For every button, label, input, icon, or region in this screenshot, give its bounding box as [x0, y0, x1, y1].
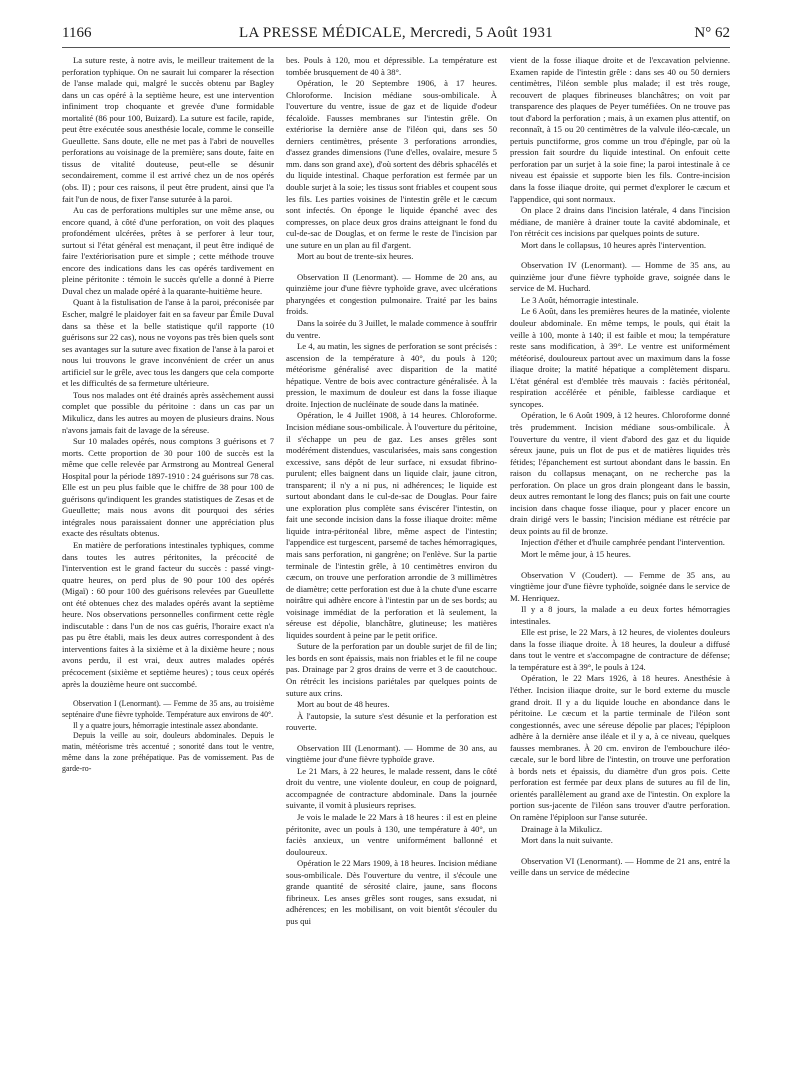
observation-heading: Observation III (Lenormant). — Homme de 30 ans, au vingtième jour d'une fièvre typhoïde grave. — [286, 742, 497, 765]
paragraph: bes. Pouls à 120, mou et dépressible. La température est tombée brusquement de 40 à 38°. — [286, 55, 497, 77]
paragraph: vient de la fosse iliaque droite et de l'excavation pelvienne. Examen rapide de l'intestin grêle : dans ses 40 ou 50 derniers centimètres, l'iléon semble plus malade; il est très rouge, recouvert de plaques fibrineuses blanchâtres; on voit par transparence des plaques de Peyer tuméfiées. On ne trouve pas tout d'abord la perforation ; mais, à un examen plus attentif, on reconnaît, à 15 ou 20 centimètres de la valvule iléo-cæcale, un pertuis punctiforme, gros comme un trou d'épingle, par où la pression fait sourdre du liquide intestinal. On enfouit cette perforation par un surjet à la soie fine; la paroi intestinale à ce niveau est épaissie et supporte bien les fils. Contre-incision dans la fosse iliaque droite, qui permet d'explorer le cæcum et l'appendice, qui sont normaux. — [510, 55, 730, 204]
paragraph: Il y a quatre jours, hémorragie intestinale assez abondante. — [73, 720, 258, 730]
text-column-middle — [286, 55, 497, 1067]
text-column-right — [510, 55, 730, 1067]
observation-heading: Observation I (Lenormant). — Femme de 35 ans, au troisième septénaire d'une fièvre typhoïde. Température aux environs de 40°. — [62, 699, 274, 719]
observation-heading: Observation II (Lenormant). — Homme de 20 ans, au quinzième jour d'une fièvre typhoïde grave, avec ulcérations pharyngées et congestion pulmonaire. Traité par les bains froids. — [286, 271, 497, 317]
paragraph: Quant à la fistulisation de l'anse à la paroi, préconisée par Escher, malgré le plaidoyer fait en sa faveur par Émile Duval dans sa thèse et la belle statistique qu'il rapporte (10 guérisons sur 22 cas), nous ne voyons pas très bien quels sont ses avantages sur la suture avec fixation de l'anse à la paroi et nous lui trouvons le grave inconvénient de créer un anus artificiel sur le grêle, avec tous les dangers que cela comporte et les difficultés de sa fermeture ultérieure. — [62, 297, 274, 389]
paragraph: Opération, le 22 Mars 1926, à 18 heures. Anesthésie à l'éther. Incision iliaque droite, sur le bord externe du muscle grand droit. Il y a du liquide louche en abondance dans le péritoine. Le cæcum et la partie terminale de l'iléon sont congestionnés, avec une séreuse dépolie par places; l'épiploon adhère à la dernière anse iléale et il y a, à ce niveau, quelques fausses membranes. À 20 cm. environ de l'embouchure iléo-cæcale, sur le bord libre de l'intestin, on trouve une perforation à bords nets et épaissis, du diamètre d'un gros pois. Cette perforation est fermée par deux plans de sutures au fil de lin, orientés parallèlement au grand axe de l'intestin. On explore la portion sus-jacente de l'iléon sans trouver d'autre perforation. On ramène l'épiploon sur l'anse suturée. — [510, 673, 730, 822]
paragraph: Opération le 22 Mars 1909, à 18 heures. Incision médiane sous-ombilicale. Dès l'ouverture du ventre, il s'écoule une grande quantité de sérosité claire, jaune, sans flocons fibrineux. Les anses grêles sont rouges, sans exsudat, ni adhérences; en les mobilisant, on voit bientôt s'écouler du pus qui — [286, 858, 497, 926]
paragraph: Opération, le 4 Juillet 1908, à 14 heures. Chloroforme. Incision médiane sous-ombilicale. À l'ouverture du péritoine, il s'échappe un peu de gaz. Les anses grêles sont modérément distendues, vascularisées, mais sans congestion excessive, sans dépôt de leur surface, ni exsudat fibrino-purulent; elles baignent dans un liquide clair, jaune citron, transparent; il n'y a ni pus, ni adhérences; le liquide est surtout abondant dans le cul-de-sac de Douglas. Pour faire une exploration plus complète sans éviscérer l'intestin, on fait une seconde incision dans la fosse iliaque droite: même liquide intra-péritonéal libre, même aspect de l'intestin; l'appendice est turgescent, parsemé de taches hémorragiques, mais sans perforation, ni gangrène; on l'enlève. Sur la partie terminale de l'intestin grêle, à 10 centimètres environ du cæcum, on trouve une perforation arrondie de 3 millimètres de diamètre; cette perforation est due à la chute d'une escarre noirâtre qui adhère encore à l'intestin par un de ses bords; au voisinage immédiat de la perforation et là seulement, la séreuse est dépolie, blanchâtre, glutineuse; les matières liquides sourdent à peine par le petit orifice. — [286, 410, 497, 640]
header-rule — [62, 47, 730, 48]
paragraph: Sur 10 malades opérés, nous comptons 3 guérisons et 7 morts. Cette proportion de 30 pour 100 de succès est la même que celle relevée par Armstrong au Montreal General Hospital pour la période 1897-1910 : 24 guérisons sur 78 cas. Elle est un peu plus faible que le chiffre de 38 pour 100 de guérisons qu'indiquent les grandes statistiques de Zesas et de Gueullette; mais nous avons dit pourquoi des séries intégrales nous paraissaient donner une appréciation plus exacte des résultats obtenus. — [62, 436, 274, 539]
paragraph: Mort dans le collapsus, 10 heures après l'intervention. — [521, 239, 707, 250]
text-column-left — [62, 55, 274, 1067]
page-number: 1166 — [62, 25, 92, 41]
observation-heading: Observation IV (Lenormant). — Homme de 35 ans, au quinzième jour d'une fièvre typhoïde grave, soignée dans le service de M. Huchard. — [510, 260, 730, 294]
paragraph: En matière de perforations intestinales typhiques, comme dans toutes les autres péritonites, la précocité de l'intervention est le grand facteur du succès : passé vingt-quatre heures, on perd plus de 90 pour 100 des opérés (Migaï) : 60 pour 100 des guérisons relevées par Gueullette ont été obtenues chez des malades opérés avant la septième heure. Nos observations personnelles confirment cette règle indiscutable : dans l'un de nos cas guéris, l'horaire exact n'a pas pu être établi, mais les deux autres correspondent à des interventions faites à la sixième et à la dixième heure ; nous avons perdu, il est vrai, deux autres malades opérés précocement (sixième et septième heures) ; tous ceux opérés après la douzième heure ont succombé. — [62, 539, 274, 689]
paragraph: La suture reste, à notre avis, le meilleur traitement de la perforation typhique. On ne saurait lui comparer la résection de l'anse malade qui, malgré le succès obtenu par Bagley dans un cas opéré à la septième heure, est une intervention infiniment trop choquante et grevée d'une formidable mortalité (86 pour 100, Buizard). La suture est facile, rapide, peut être exécutée sous anesthésie locale, comme le conseille Gueullette. Sans doute, elle ne met pas à l'abri de nouvelles perforations au voisinage de la première; sans doute, faite en tissus de vitalité douteuse, peut-elle se désunir secondairement, comme il est arrivé chez un de nos opérés (obs. II) ; pour ces raisons, il peut être prudent, ainsi que l'a fait l'un de nous, de fixer l'anse suturée à la paroi. — [62, 55, 274, 204]
paragraph: Le 21 Mars, à 22 heures, le malade ressent, dans le côté droit du ventre, une violente douleur, en coup de poignard, accompagnée de contracture abdominale. Dans la journée suivante, il vomit à plusieurs reprises. — [286, 765, 497, 811]
paragraph: Au cas de perforations multiples sur une même anse, ou encore quand, à côté d'une perforation, on voit des plaques profondément ulcérées, prêtes à se perforer à leur tour, surtout si l'état général est menaçant, il peut être indiqué de faire l'extériorisation pure et simple ; cette méthode trouve encore des indications dans les cas opérés tardivement en pleine péritonite : témoin le succès qu'elle a donné à Pierre Duval chez un malade opéré à la quarante-huitième heure. — [62, 205, 274, 296]
paragraph: Mort au bout de trente-six heures. — [297, 251, 414, 262]
journal-title: LA PRESSE MÉDICALE, Mercredi, 5 Août 1931 — [239, 25, 553, 41]
paragraph: Le 3 Août, hémorragie intestinale. — [521, 294, 639, 305]
paragraph: Le 4, au matin, les signes de perforation se sont précisés : ascension de la température à 40°, du pouls à 120; météorisme généralisé avec disparition de la matité hépatique. Ventre de bois avec contracture généralisée. À la pression, le maximum de douleur est dans la fosse iliaque droite. Injection de nucléinate de soude dans la matinée. — [286, 341, 497, 409]
paragraph: À l'autopsie, la suture s'est désunie et la perforation est rouverte. — [286, 710, 497, 733]
paragraph: Tous nos malades ont été drainés après assèchement aussi complet que possible du péritoine : dans un cas par un Mikulicz, dans les autres au moyen de plusieurs drains. Nous n'avons jamais fait de lavage de la séreuse. — [62, 389, 274, 435]
paragraph: Le 6 Août, dans les premières heures de la matinée, violente douleur abdominale. En même temps, le pouls, qui était la veille à 100, monte à 140; il est faible et mou; la température reste sans modification, à 39°. Le ventre est uniformément météorisé, douloureux partout avec un maximum dans la fosse iliaque droite; la matité hépatique a complètement disparu. L'état général est d'emblée très mauvais : faciès péritonéal, respiration accélérée et pénible, faiblesse cardiaque et syncopes. — [510, 306, 730, 409]
paragraph: Je vois le malade le 22 Mars à 18 heures : il est en pleine péritonite, avec un pouls à 130, une température à 40°, un faciès anxieux, un ventre uniformément ballonné et douloureux. — [286, 812, 497, 857]
running-header — [62, 20, 730, 46]
paragraph: Suture de la perforation par un double surjet de fil de lin; les bords en sont épaissis, mais non friables et le fil ne coupe pas. Drainage par 2 gros drains de verre et 3 de caoutchouc. On rétrécit les incisions pariétales par quelques points de suture aux crins. — [286, 641, 497, 698]
observation-heading: Observation V (Coudert). — Femme de 35 ans, au vingtième jour d'une fièvre typhoïde, soignée dans le service de M. Henriquez. — [510, 569, 730, 603]
paragraph: Opération, le 6 Août 1909, à 12 heures. Chloroforme donné très prudemment. Incision médiane sous-ombilicale. À l'ouverture du ventre, il vient d'abord des gaz et du liquide séreux jaune, puis un flot de pus et de matières liquides très fétides; l'épanchement est surtout abondant dans le bassin. En raison du collapsus menaçant, on ne recherche pas la perforation. On place un gros drain plongeant dans le bassin, deux autres remontant le long des flancs; puis on fait une courte incision dans chaque fosse iliaque, pour y placer encore un drain dirigé vers le bassin; l'incision médiane est rétrécie par deux points au fil de bronze. — [510, 410, 730, 536]
paragraph: Mort le même jour, à 15 heures. — [521, 548, 631, 559]
observation-heading: Observation VI (Lenormant). — Homme de 21 ans, entré la veille dans un service de médecine — [510, 855, 730, 878]
issue-number: N° 62 — [694, 25, 730, 41]
paragraph: Mort au bout de 48 heures. — [297, 699, 390, 710]
paragraph: Il y a 8 jours, la malade a eu deux fortes hémorragies intestinales. — [510, 604, 730, 626]
paragraph: Drainage à la Mikulicz. — [521, 823, 603, 834]
paragraph: Injection d'éther et d'huile camphrée pendant l'intervention. — [521, 537, 725, 548]
paragraph: Mort dans la nuit suivante. — [521, 835, 613, 846]
paragraph: Elle est prise, le 22 Mars, à 12 heures, de violentes douleurs dans la fosse iliaque droite. À 18 heures, la douleur a diffusé dans tout le ventre et s'accompagne de contracture de défense; la température est à 39°, le pouls à 124. — [510, 627, 730, 672]
paragraph: Opération, le 20 Septembre 1906, à 17 heures. Chloroforme. Incision médiane sous-ombilicale. À l'ouverture du ventre, issue de gaz et de liquide d'odeur fécaloïde. Fausses membranes sur l'intestin grêle. On extériorise la dernière anse de l'iléon qui, dans ses 50 derniers centimètres, présente 3 perforations arrondies, d'assez grandes dimensions (l'une d'elles, ovalaire, mesure 5 mm. dans son grand axe), d'où sortent des débris sphacélés et du liquide intestinal. Chaque perforation est fermée par un double surjet à la soie; les tissus sont friables et coupent sous les fils. Les parties voisines de l'intestin grêle et le cæcum sont infectés. On éponge le liquide épanché avec des compresses, on place deux gros drains atteignant le fond du cul-de-sac de Douglas, et on ferme le reste de l'incision par une suture en un plan au fil d'argent. — [286, 78, 497, 250]
paragraph: Dans la soirée du 3 Juillet, le malade commence à souffrir du ventre. — [286, 318, 497, 340]
paragraph: On place 2 drains dans l'incision latérale, 4 dans l'incision médiane, de manière à drainer toute la cavité abdominale, et l'on rétrécit ces incisions par quelques points de suture. — [510, 205, 730, 239]
paragraph: Depuis la veille au soir, douleurs abdominales. Depuis le matin, météorisme très accentué ; sonorité dans tout le ventre, même dans la zone préhépatique. Pas de vomissement. Pas de garde-ro- — [62, 731, 274, 773]
